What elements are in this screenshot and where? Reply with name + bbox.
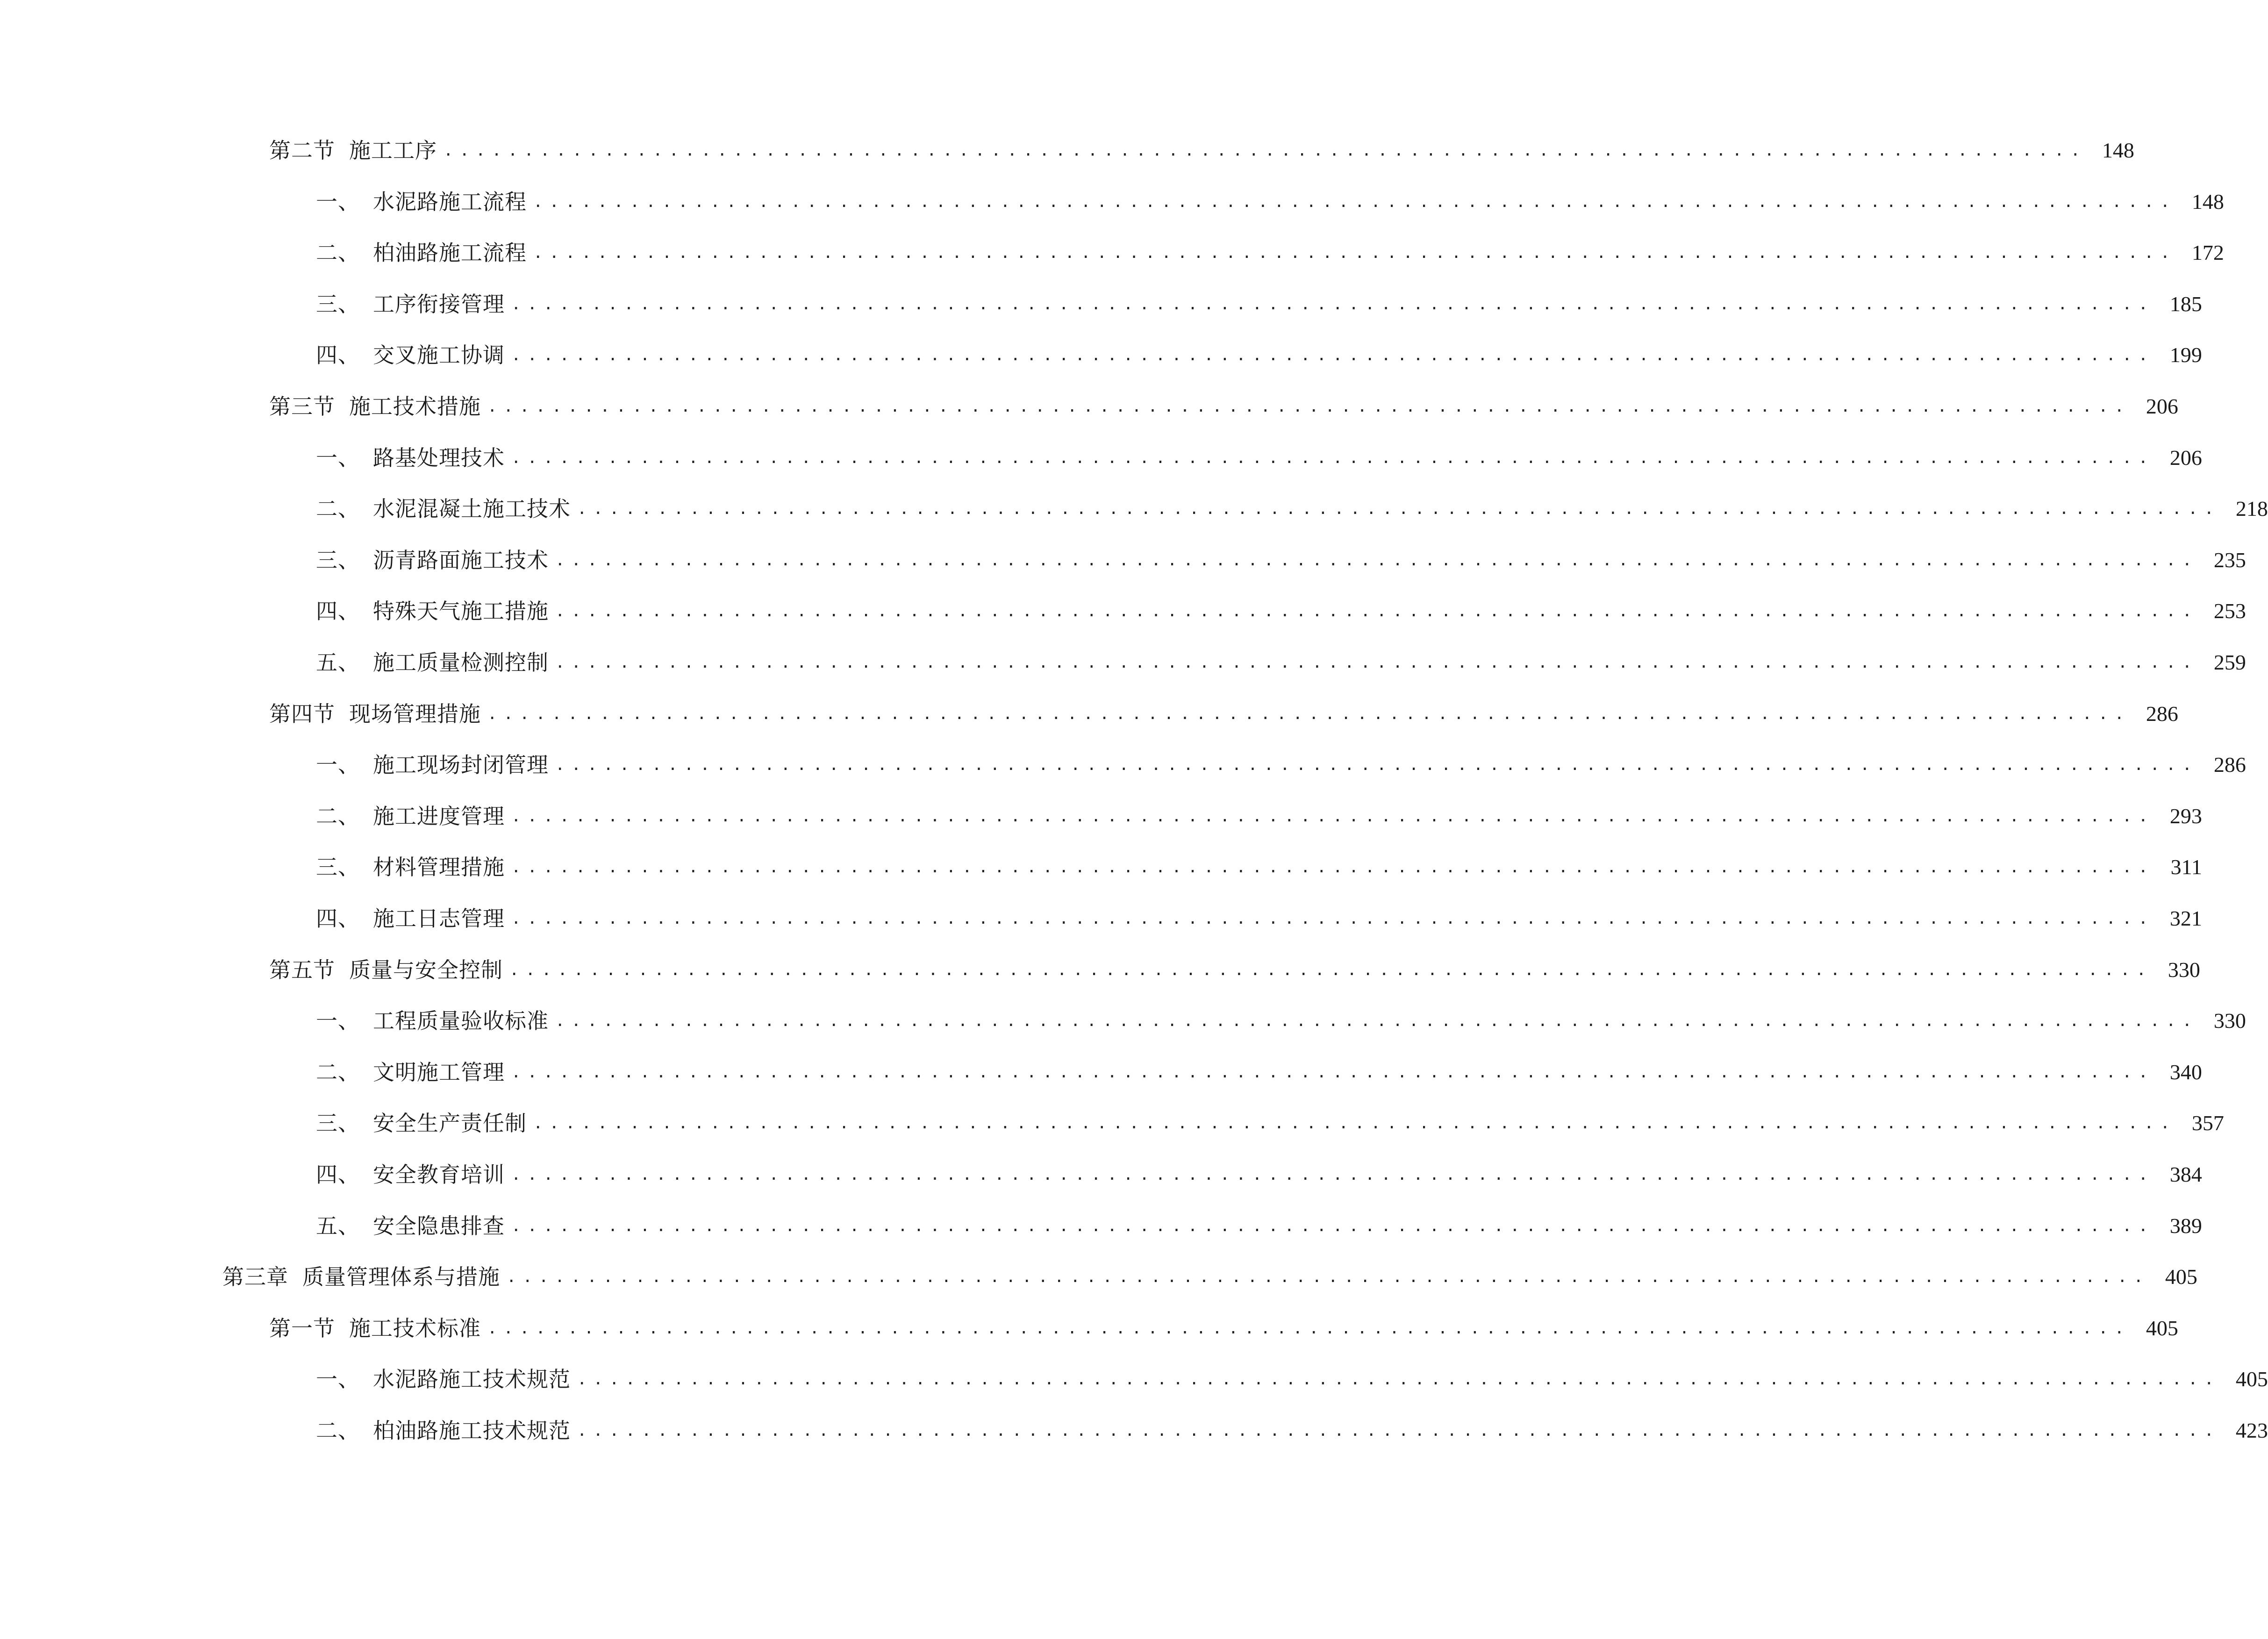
toc-dot-leader: ...................................................................................................... bbox=[487, 397, 2131, 416]
toc-page-number: 340 bbox=[2169, 1060, 2202, 1084]
toc-entry-title: 现场管理措施 bbox=[349, 701, 481, 727]
toc-entry-number: 四、 bbox=[316, 342, 360, 368]
toc-entry-label bbox=[269, 388, 481, 425]
toc-dot-leader: ...................................................................................................... bbox=[511, 449, 2154, 467]
toc-entry-label bbox=[316, 644, 549, 681]
toc-entry[interactable] bbox=[316, 1002, 2246, 1040]
toc-entry-number: 五、 bbox=[316, 650, 360, 675]
toc-entry-label bbox=[316, 746, 549, 784]
toc-entry-title: 安全生产责任制 bbox=[373, 1111, 527, 1136]
toc-entry-title: 水泥路施工技术规范 bbox=[373, 1367, 571, 1392]
toc-page-number: 405 bbox=[2235, 1367, 2268, 1391]
toc-entry-number: 二、 bbox=[316, 1418, 360, 1443]
toc-entry[interactable] bbox=[316, 1361, 2268, 1398]
toc-page-number: 235 bbox=[2213, 548, 2246, 572]
toc-entry-number: 第三节 bbox=[269, 394, 335, 419]
toc-entry[interactable] bbox=[269, 1310, 2178, 1347]
toc-entry-title: 文明施工管理 bbox=[373, 1060, 505, 1085]
toc-entry-label bbox=[316, 542, 549, 579]
toc-page-number: 199 bbox=[2169, 343, 2202, 367]
toc-entry[interactable] bbox=[316, 1412, 2268, 1449]
toc-page-number: 148 bbox=[2191, 190, 2224, 214]
toc-entry-label bbox=[316, 285, 505, 323]
toc-page-number: 357 bbox=[2191, 1111, 2224, 1135]
toc-entry[interactable] bbox=[316, 1105, 2224, 1142]
toc-page-number: 172 bbox=[2191, 241, 2224, 264]
toc-entry-title: 安全教育培训 bbox=[373, 1162, 505, 1187]
toc-entry-number: 二、 bbox=[316, 496, 360, 521]
toc-dot-leader: ...................................................................................................... bbox=[511, 1165, 2154, 1184]
toc-entry-number: 第一节 bbox=[269, 1316, 335, 1341]
toc-entry-number: 一、 bbox=[316, 1008, 360, 1033]
toc-entry-number: 四、 bbox=[316, 1162, 360, 1187]
toc-entry-number: 一、 bbox=[316, 752, 360, 777]
toc-entry-title: 柏油路施工技术规范 bbox=[373, 1418, 571, 1443]
toc-entry-label bbox=[222, 1258, 500, 1296]
toc-entry-number: 一、 bbox=[316, 1367, 360, 1392]
toc-entry-title: 柏油路施工流程 bbox=[373, 240, 527, 265]
toc-entry-title: 水泥混凝土施工技术 bbox=[373, 496, 571, 521]
toc-entry[interactable] bbox=[222, 1258, 2197, 1296]
toc-dot-leader: ...................................................................................................... bbox=[511, 346, 2154, 364]
toc-entry-number: 四、 bbox=[316, 906, 360, 931]
toc-entry-title: 材料管理措施 bbox=[373, 855, 505, 880]
toc-entry-label bbox=[316, 1361, 571, 1398]
toc-entry-label bbox=[316, 439, 505, 477]
toc-dot-leader: ...................................................................................................... bbox=[555, 602, 2198, 620]
toc-entry-title: 特殊天气施工措施 bbox=[373, 599, 549, 624]
toc-entry-label bbox=[316, 592, 549, 630]
toc-entry-number: 第三章 bbox=[222, 1264, 288, 1290]
toc-dot-leader: ...................................................................................................... bbox=[533, 192, 2176, 211]
toc-entry-label bbox=[316, 1105, 527, 1142]
toc-entry-label bbox=[316, 900, 505, 937]
toc-page-number: 185 bbox=[2169, 292, 2202, 316]
toc-entry[interactable] bbox=[316, 542, 2246, 579]
toc-entry[interactable] bbox=[316, 798, 2202, 835]
toc-page-number: 389 bbox=[2169, 1214, 2202, 1238]
toc-entry-number: 一、 bbox=[316, 189, 360, 214]
toc-entry-title: 施工技术标准 bbox=[349, 1316, 481, 1341]
toc-entry-title: 施工技术措施 bbox=[349, 394, 481, 419]
toc-dot-leader: ...................................................................................................... bbox=[511, 909, 2154, 928]
toc-dot-leader: ...................................................................................................... bbox=[555, 551, 2198, 570]
toc-entry-number: 第四节 bbox=[269, 701, 335, 727]
toc-entry-label bbox=[269, 132, 437, 169]
toc-dot-leader: ...................................................................................................... bbox=[487, 705, 2131, 723]
toc-entry-title: 施工现场封闭管理 bbox=[373, 752, 549, 777]
toc-entry[interactable] bbox=[269, 695, 2178, 733]
toc-entry-number: 一、 bbox=[316, 445, 360, 470]
toc-dot-leader: ...................................................................................................... bbox=[509, 961, 2153, 979]
toc-dot-leader: ...................................................................................................... bbox=[511, 1063, 2154, 1082]
toc-entry-title: 工序衔接管理 bbox=[373, 292, 505, 317]
toc-dot-leader: ...................................................................................................... bbox=[511, 295, 2154, 314]
toc-page-number: 148 bbox=[2102, 138, 2134, 162]
toc-page-number: 321 bbox=[2169, 906, 2202, 930]
toc-entry-number: 第二节 bbox=[269, 138, 335, 163]
toc-entry[interactable] bbox=[316, 746, 2246, 784]
toc-dot-leader: ...................................................................................................... bbox=[533, 1114, 2176, 1133]
toc-page-number: 206 bbox=[2169, 446, 2202, 470]
toc-entry[interactable] bbox=[316, 234, 2224, 271]
toc-entry-title: 安全隐患排查 bbox=[373, 1213, 505, 1239]
toc-entry-number: 三、 bbox=[316, 292, 360, 317]
toc-entry-title: 质量管理体系与措施 bbox=[302, 1264, 500, 1290]
toc-entry-label bbox=[269, 695, 481, 733]
toc-entry[interactable] bbox=[269, 951, 2200, 989]
toc-page-number: 253 bbox=[2213, 599, 2246, 623]
toc-page-number: 206 bbox=[2146, 394, 2178, 418]
toc-dot-leader: ...................................................................................................... bbox=[577, 1370, 2220, 1389]
toc-entry-number: 三、 bbox=[316, 855, 360, 880]
toc-entry-number: 二、 bbox=[316, 240, 360, 265]
toc-entry-title: 施工质量检测控制 bbox=[373, 650, 549, 675]
toc-entry[interactable] bbox=[316, 336, 2202, 374]
toc-dot-leader: ...................................................................................................... bbox=[511, 1217, 2154, 1235]
toc-dot-leader: ...................................................................................................... bbox=[577, 1421, 2220, 1440]
toc-entry-number: 四、 bbox=[316, 599, 360, 624]
toc-entry-label bbox=[316, 1156, 505, 1193]
toc-dot-leader: ...................................................................................................... bbox=[555, 755, 2198, 774]
toc-dot-leader: ...................................................................................................... bbox=[577, 499, 2220, 518]
toc-entry-label bbox=[316, 1002, 549, 1040]
toc-entry[interactable] bbox=[316, 183, 2224, 221]
toc-entry-number: 二、 bbox=[316, 804, 360, 829]
toc-entry-title: 沥青路面施工技术 bbox=[373, 548, 549, 573]
toc-entry-label bbox=[316, 234, 527, 271]
toc-entry[interactable] bbox=[269, 132, 2134, 169]
toc-entry-label bbox=[316, 1054, 505, 1091]
toc-entry-number: 五、 bbox=[316, 1213, 360, 1239]
toc-entry[interactable] bbox=[316, 490, 2268, 527]
toc-dot-leader: ...................................................................................................... bbox=[511, 807, 2154, 826]
toc-entry-label bbox=[316, 1412, 571, 1449]
toc-page-number: 286 bbox=[2213, 753, 2246, 777]
toc-entry-label bbox=[316, 848, 505, 886]
toc-entry-title: 交叉施工协调 bbox=[373, 342, 505, 368]
toc-entry[interactable] bbox=[316, 1156, 2202, 1193]
toc-page-number: 330 bbox=[2213, 1009, 2246, 1033]
toc-entry[interactable] bbox=[316, 1207, 2202, 1245]
toc-page-number: 286 bbox=[2146, 702, 2178, 726]
toc-dot-leader: ...................................................................................................... bbox=[533, 243, 2176, 262]
toc-entry[interactable] bbox=[316, 439, 2202, 477]
toc-entry[interactable] bbox=[316, 285, 2202, 323]
toc-entry[interactable] bbox=[316, 592, 2246, 630]
toc-dot-leader: ...................................................................................................... bbox=[487, 1319, 2131, 1338]
toc-entry-number: 三、 bbox=[316, 548, 360, 573]
toc-dot-leader: ...................................................................................................... bbox=[444, 141, 2087, 160]
toc-page-number: 311 bbox=[2170, 855, 2202, 879]
toc-page-number: 293 bbox=[2169, 804, 2202, 828]
toc-dot-leader: ...................................................................................................... bbox=[507, 1268, 2150, 1286]
toc-entry-number: 三、 bbox=[316, 1111, 360, 1136]
toc-entry-title: 质量与安全控制 bbox=[349, 957, 503, 983]
toc-page-number: 384 bbox=[2169, 1162, 2202, 1186]
toc-entry-label bbox=[316, 798, 505, 835]
toc-page-number: 405 bbox=[2146, 1316, 2178, 1340]
toc-page-number: 423 bbox=[2235, 1418, 2268, 1442]
toc-entry[interactable] bbox=[269, 388, 2178, 425]
toc-entry[interactable] bbox=[316, 848, 2202, 886]
toc-entry-title: 工程质量验收标准 bbox=[373, 1008, 549, 1033]
toc-dot-leader: ...................................................................................................... bbox=[511, 858, 2154, 877]
toc-entry-title: 施工日志管理 bbox=[373, 906, 505, 931]
toc-entry[interactable] bbox=[316, 900, 2202, 937]
toc-entry-label bbox=[269, 951, 503, 989]
toc-entry[interactable] bbox=[316, 644, 2246, 681]
toc-entry-title: 施工工序 bbox=[349, 138, 437, 163]
toc-entry-label bbox=[316, 490, 571, 527]
toc-entry-number: 二、 bbox=[316, 1060, 360, 1085]
toc-page-number: 330 bbox=[2168, 958, 2200, 982]
toc-entry-title: 水泥路施工流程 bbox=[373, 189, 527, 214]
toc-page-number: 405 bbox=[2165, 1265, 2197, 1289]
toc-entry-label bbox=[269, 1310, 481, 1347]
toc-entry-title: 路基处理技术 bbox=[373, 445, 505, 470]
toc-entry-label bbox=[316, 336, 505, 374]
toc-entry-number: 第五节 bbox=[269, 957, 335, 983]
toc-entry[interactable] bbox=[316, 1054, 2202, 1091]
toc-page-number: 259 bbox=[2213, 650, 2246, 674]
toc-page-number: 218 bbox=[2235, 497, 2268, 520]
toc-dot-leader: ...................................................................................................... bbox=[555, 1012, 2198, 1030]
toc-entry-title: 施工进度管理 bbox=[373, 804, 505, 829]
toc-entry-label bbox=[316, 183, 527, 221]
toc-dot-leader: ...................................................................................................... bbox=[555, 653, 2198, 672]
toc-entry-label bbox=[316, 1207, 505, 1245]
